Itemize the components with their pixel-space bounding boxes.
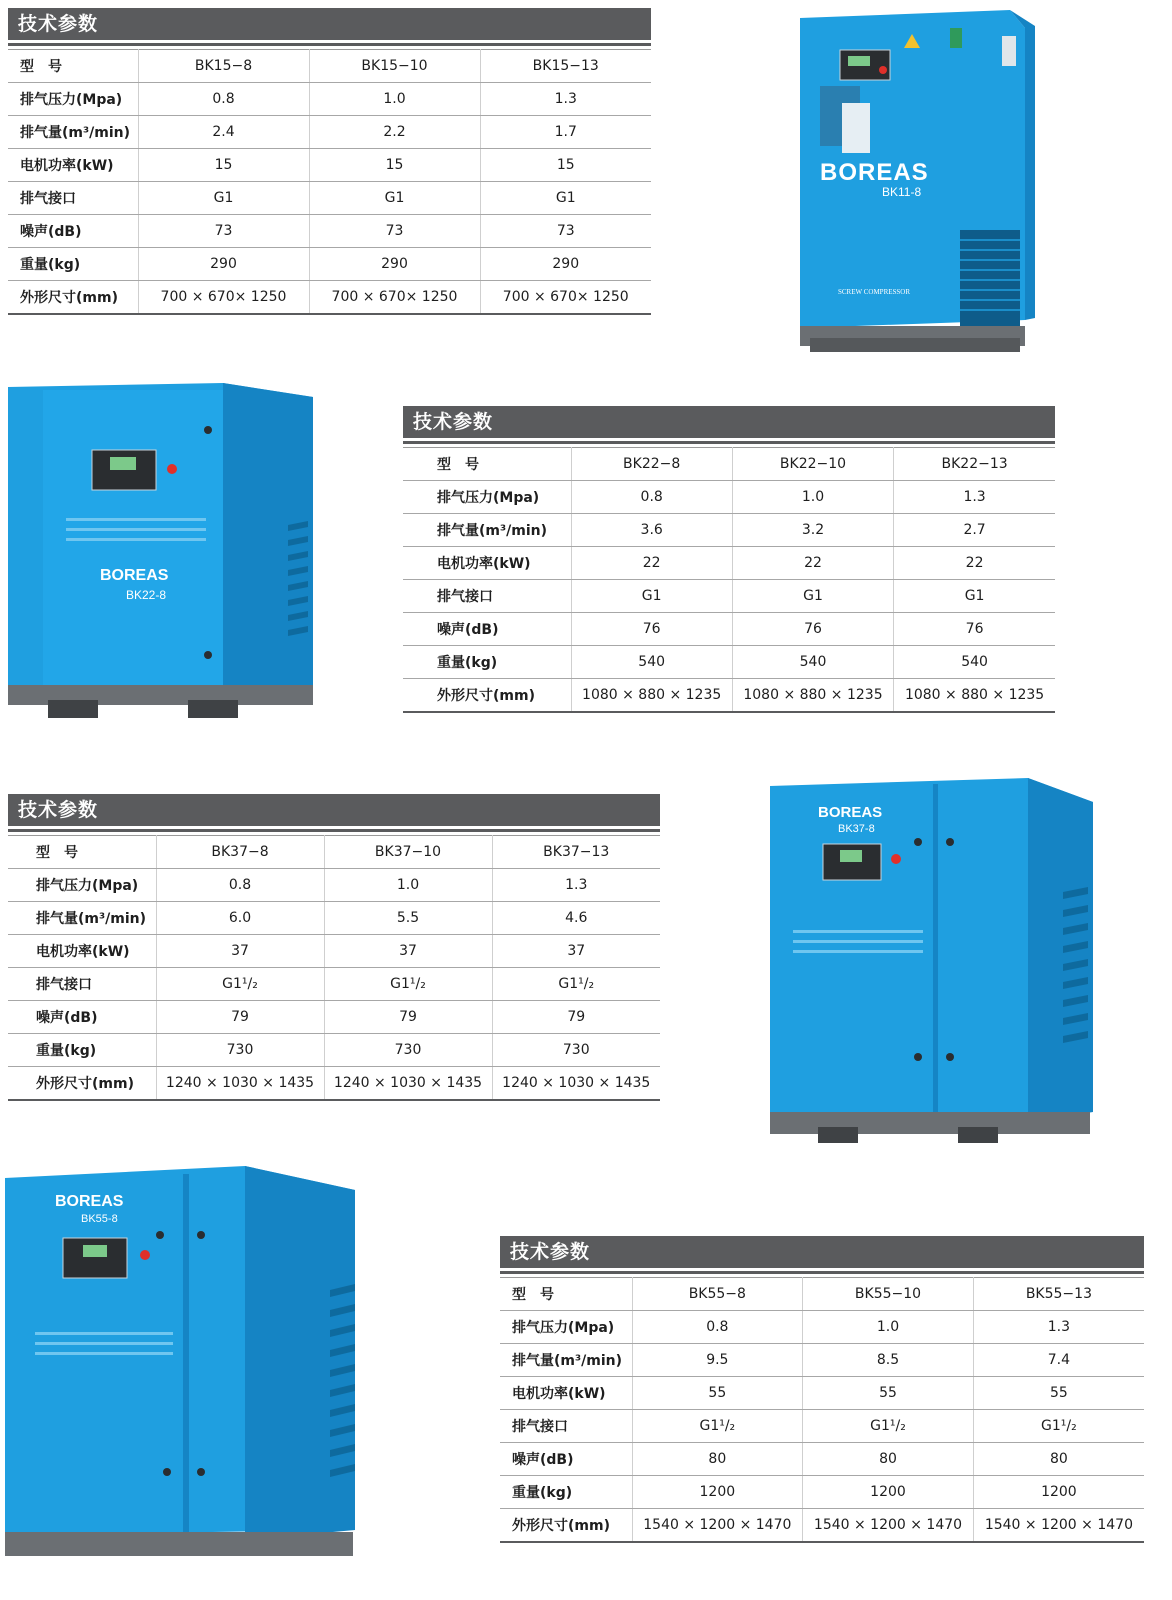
row-label: 排气量(m³/min) <box>500 1344 632 1377</box>
row-label: 型 号 <box>500 1278 632 1311</box>
model-cell: BK55−10 <box>803 1278 974 1311</box>
cell: 15 <box>138 149 309 182</box>
cell: 55 <box>632 1377 803 1410</box>
table-row <box>403 514 1055 547</box>
table-row <box>500 1377 1144 1410</box>
cell: 37 <box>324 935 492 968</box>
row-label: 型 号 <box>8 836 156 869</box>
row-label: 电机功率(kW) <box>500 1377 632 1410</box>
table-row <box>8 149 651 182</box>
cell: 540 <box>894 646 1055 679</box>
cell: 0.8 <box>138 83 309 116</box>
model-cell: BK22−8 <box>571 448 732 481</box>
compressor-illustration <box>8 375 328 735</box>
cell: 37 <box>156 935 324 968</box>
cell: 15 <box>480 149 651 182</box>
model-cell: BK22−10 <box>732 448 893 481</box>
table-row <box>403 679 1055 713</box>
cell: 290 <box>480 248 651 281</box>
cell: 4.6 <box>492 902 660 935</box>
table-row <box>8 1001 660 1034</box>
row-label: 噪声(dB) <box>403 613 571 646</box>
machine-image-bk22 <box>8 375 328 735</box>
cell: 80 <box>803 1443 974 1476</box>
row-label: 排气接口 <box>8 968 156 1001</box>
table-row <box>8 1034 660 1067</box>
cell: 1540 × 1200 × 1470 <box>803 1509 974 1543</box>
table-row <box>403 646 1055 679</box>
row-label: 电机功率(kW) <box>403 547 571 580</box>
cell: 700 × 670× 1250 <box>480 281 651 315</box>
cell: 1.3 <box>492 869 660 902</box>
cell: 22 <box>894 547 1055 580</box>
cell: 1.0 <box>309 83 480 116</box>
row-label: 排气量(m³/min) <box>403 514 571 547</box>
cell: G1¹/₂ <box>632 1410 803 1443</box>
cell: 79 <box>156 1001 324 1034</box>
table-row <box>8 215 651 248</box>
cell: 1200 <box>632 1476 803 1509</box>
spec-table-bk55 <box>500 1236 1144 1543</box>
cell: 22 <box>732 547 893 580</box>
machine-brand: BOREAS <box>100 567 169 584</box>
table-row <box>500 1410 1144 1443</box>
row-label: 重量(kg) <box>403 646 571 679</box>
cell: 2.7 <box>894 514 1055 547</box>
cell: 80 <box>632 1443 803 1476</box>
machine-image-bk37 <box>768 772 1108 1152</box>
cell: G1 <box>732 580 893 613</box>
spec-table-bk37 <box>8 794 660 1101</box>
cell: 3.6 <box>571 514 732 547</box>
table-row <box>500 1344 1144 1377</box>
cell: 73 <box>309 215 480 248</box>
cell: 1.0 <box>324 869 492 902</box>
spec-table-bk15 <box>8 8 651 315</box>
cell: 1.3 <box>973 1311 1144 1344</box>
cell: 1080 × 880 × 1235 <box>894 679 1055 713</box>
row-label: 型 号 <box>403 448 571 481</box>
cell: G1¹/₂ <box>324 968 492 1001</box>
cell: G1 <box>480 182 651 215</box>
spec-header: 技术参数 <box>8 794 660 829</box>
machine-image-bk55 <box>5 1160 365 1570</box>
table-row <box>8 248 651 281</box>
cell: 290 <box>309 248 480 281</box>
row-label: 排气接口 <box>403 580 571 613</box>
table-row <box>8 182 651 215</box>
cell: 730 <box>324 1034 492 1067</box>
model-cell: BK22−13 <box>894 448 1055 481</box>
cell: 76 <box>732 613 893 646</box>
cell: G1 <box>309 182 480 215</box>
cell: 80 <box>973 1443 1144 1476</box>
cell: 700 × 670× 1250 <box>138 281 309 315</box>
cell: 8.5 <box>803 1344 974 1377</box>
spec-header: 技术参数 <box>500 1236 1144 1271</box>
cell: G1¹/₂ <box>803 1410 974 1443</box>
row-label: 排气压力(Mpa) <box>8 83 138 116</box>
cell: 3.2 <box>732 514 893 547</box>
cell: 1540 × 1200 × 1470 <box>632 1509 803 1543</box>
cell: 1240 × 1030 × 1435 <box>492 1067 660 1101</box>
cell: 1240 × 1030 × 1435 <box>156 1067 324 1101</box>
cell: 55 <box>973 1377 1144 1410</box>
model-cell: BK55−13 <box>973 1278 1144 1311</box>
cell: 79 <box>324 1001 492 1034</box>
cell: G1 <box>894 580 1055 613</box>
table-row <box>8 1067 660 1101</box>
cell: 1240 × 1030 × 1435 <box>324 1067 492 1101</box>
cell: 0.8 <box>632 1311 803 1344</box>
cell: 73 <box>138 215 309 248</box>
table-row <box>500 1509 1144 1543</box>
spec-table <box>8 835 660 1101</box>
row-label: 排气压力(Mpa) <box>8 869 156 902</box>
cell: 700 × 670× 1250 <box>309 281 480 315</box>
cell: 5.5 <box>324 902 492 935</box>
table-row <box>8 869 660 902</box>
cell: G1¹/₂ <box>156 968 324 1001</box>
spec-table <box>403 447 1055 713</box>
row-label: 重量(kg) <box>8 248 138 281</box>
cell: 1.0 <box>803 1311 974 1344</box>
cell: 1080 × 880 × 1235 <box>571 679 732 713</box>
cell: 22 <box>571 547 732 580</box>
cell: 1200 <box>803 1476 974 1509</box>
machine-brand: BOREAS <box>55 1193 124 1210</box>
model-row <box>403 448 1055 481</box>
machine-brand: BOREAS <box>820 159 929 186</box>
row-label: 重量(kg) <box>8 1034 156 1067</box>
machine-model: BK11-8 <box>882 185 922 199</box>
table-row <box>8 83 651 116</box>
cell: G1¹/₂ <box>492 968 660 1001</box>
cell: 9.5 <box>632 1344 803 1377</box>
cell: 290 <box>138 248 309 281</box>
row-label: 排气量(m³/min) <box>8 902 156 935</box>
cell: G1 <box>571 580 732 613</box>
table-row <box>403 580 1055 613</box>
cell: 15 <box>309 149 480 182</box>
cell: 2.2 <box>309 116 480 149</box>
cell: 6.0 <box>156 902 324 935</box>
compressor-illustration <box>768 772 1108 1152</box>
table-row <box>8 116 651 149</box>
cell: 55 <box>803 1377 974 1410</box>
cell: 730 <box>156 1034 324 1067</box>
row-label: 噪声(dB) <box>8 1001 156 1034</box>
cell: 0.8 <box>156 869 324 902</box>
model-cell: BK15−13 <box>480 50 651 83</box>
machine-brand: BOREAS <box>818 804 883 821</box>
cell: 540 <box>571 646 732 679</box>
row-label: 外形尺寸(mm) <box>8 281 138 315</box>
machine-model: BK37-8 <box>838 823 875 835</box>
table-row <box>8 281 651 315</box>
model-cell: BK37−10 <box>324 836 492 869</box>
row-label: 噪声(dB) <box>500 1443 632 1476</box>
spec-header: 技术参数 <box>403 406 1055 441</box>
cell: 730 <box>492 1034 660 1067</box>
cell: 79 <box>492 1001 660 1034</box>
machine-subtitle: SCREW COMPRESSOR <box>838 288 911 296</box>
machine-image-bk11 <box>780 8 1050 363</box>
model-cell: BK37−8 <box>156 836 324 869</box>
cell: 1540 × 1200 × 1470 <box>973 1509 1144 1543</box>
compressor-illustration <box>5 1160 365 1570</box>
model-row <box>500 1278 1144 1311</box>
model-row <box>8 836 660 869</box>
cell: 76 <box>571 613 732 646</box>
spec-header: 技术参数 <box>8 8 651 43</box>
cell: 76 <box>894 613 1055 646</box>
row-label: 外形尺寸(mm) <box>403 679 571 713</box>
table-row <box>403 547 1055 580</box>
row-label: 外形尺寸(mm) <box>500 1509 632 1543</box>
row-label: 排气接口 <box>8 182 138 215</box>
table-row <box>500 1311 1144 1344</box>
row-label: 型 号 <box>8 50 138 83</box>
table-row <box>8 935 660 968</box>
cell: 1080 × 880 × 1235 <box>732 679 893 713</box>
model-cell: BK15−10 <box>309 50 480 83</box>
table-row <box>403 481 1055 514</box>
cell: 1.7 <box>480 116 651 149</box>
spec-table-bk22 <box>403 406 1055 713</box>
cell: 1.3 <box>480 83 651 116</box>
cell: 7.4 <box>973 1344 1144 1377</box>
cell: 0.8 <box>571 481 732 514</box>
model-cell: BK55−8 <box>632 1278 803 1311</box>
machine-model: BK55-8 <box>81 1213 118 1225</box>
cell: 1.0 <box>732 481 893 514</box>
spec-table <box>500 1277 1144 1543</box>
row-label: 排气接口 <box>500 1410 632 1443</box>
machine-model: BK22-8 <box>126 588 167 602</box>
cell: 2.4 <box>138 116 309 149</box>
cell: 1200 <box>973 1476 1144 1509</box>
table-row <box>500 1443 1144 1476</box>
cell: 540 <box>732 646 893 679</box>
row-label: 排气压力(Mpa) <box>500 1311 632 1344</box>
row-label: 重量(kg) <box>500 1476 632 1509</box>
cell: 37 <box>492 935 660 968</box>
cell: G1¹/₂ <box>973 1410 1144 1443</box>
row-label: 噪声(dB) <box>8 215 138 248</box>
spec-table <box>8 49 651 315</box>
compressor-illustration <box>780 8 1050 363</box>
row-label: 外形尺寸(mm) <box>8 1067 156 1101</box>
row-label: 电机功率(kW) <box>8 935 156 968</box>
table-row <box>403 613 1055 646</box>
table-row <box>500 1476 1144 1509</box>
row-label: 排气量(m³/min) <box>8 116 138 149</box>
model-row <box>8 50 651 83</box>
table-row <box>8 968 660 1001</box>
model-cell: BK15−8 <box>138 50 309 83</box>
model-cell: BK37−13 <box>492 836 660 869</box>
cell: G1 <box>138 182 309 215</box>
table-row <box>8 902 660 935</box>
row-label: 排气压力(Mpa) <box>403 481 571 514</box>
cell: 1.3 <box>894 481 1055 514</box>
cell: 73 <box>480 215 651 248</box>
row-label: 电机功率(kW) <box>8 149 138 182</box>
